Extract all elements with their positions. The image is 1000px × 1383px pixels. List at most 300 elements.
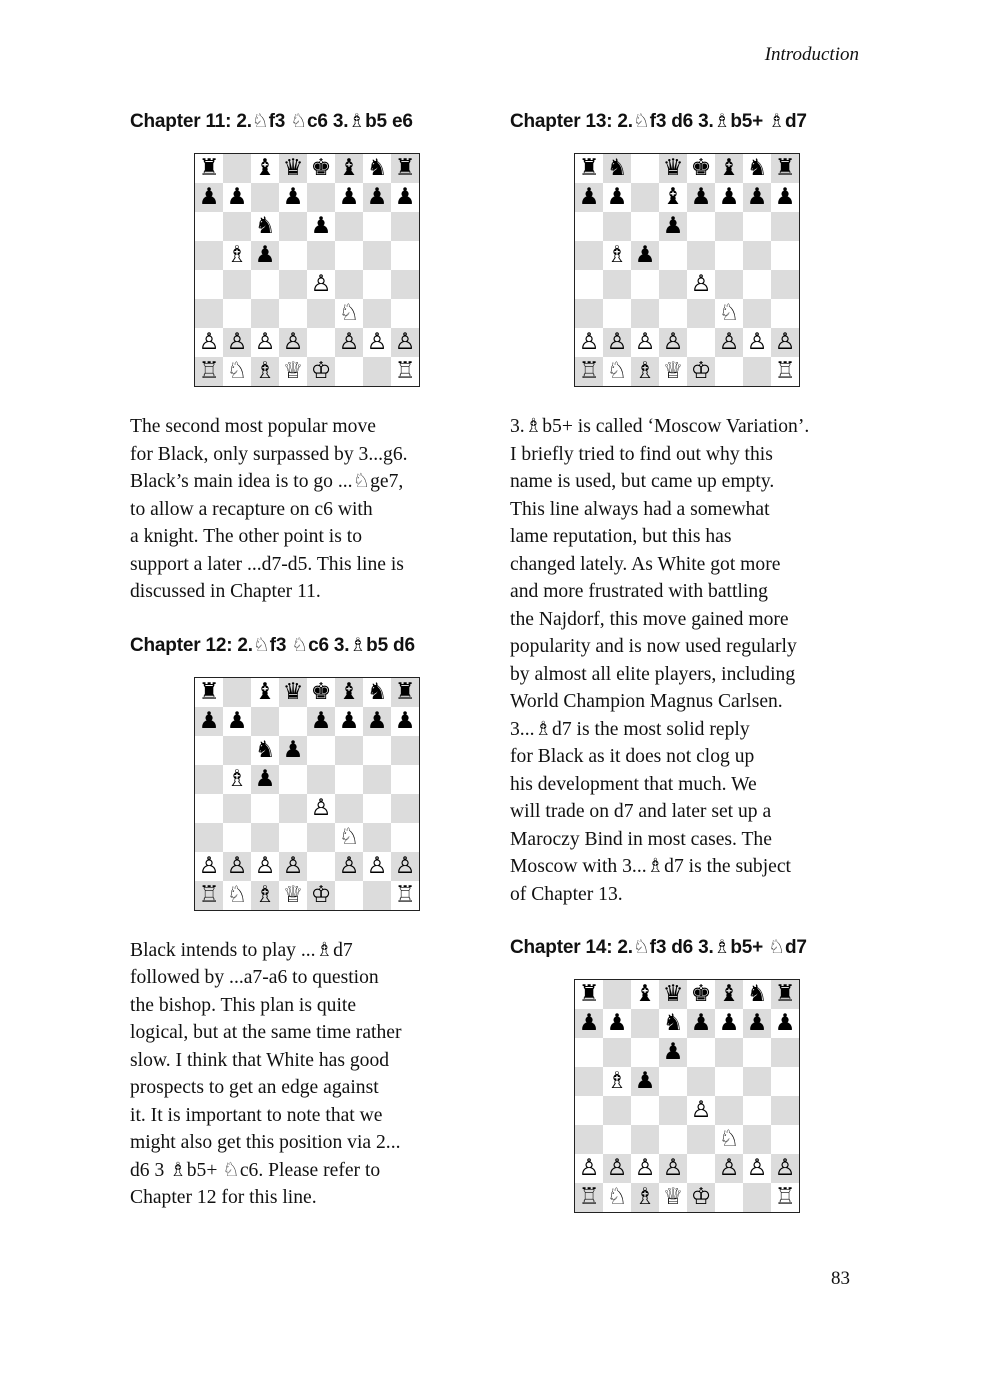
white-pawn-icon: ♙ [718,1155,740,1181]
white-rook-icon: ♖ [394,358,416,384]
white-bishop-icon: ♗ [226,242,248,268]
white-queen-icon: ♕ [662,358,684,384]
square-f5 [715,1067,743,1096]
square-f2 [335,852,363,881]
black-pawn-icon: ♟ [746,1010,768,1036]
black-pawn-icon: ♟ [774,184,796,210]
black-king-icon: ♚ [310,155,332,181]
square-g5 [363,765,391,794]
right-column [510,110,872,1213]
square-c8 [631,154,659,183]
black-king-icon: ♚ [690,155,712,181]
white-pawn-icon: ♙ [394,329,416,355]
white-rook-icon: ♖ [774,1184,796,1210]
square-g8 [363,678,391,707]
square-h1 [771,357,799,386]
square-c2 [631,1154,659,1183]
chapter-14-heading: Chapter 14: 2.♘f3 d6 3.♗b5+ ♘d7 [510,937,807,958]
chessboard-chapter-12 [194,677,420,911]
black-pawn-icon: ♟ [226,707,248,734]
square-f7 [335,707,363,736]
square-b1 [223,357,251,386]
black-king-icon: ♚ [310,678,332,705]
white-queen-icon: ♕ [282,881,304,908]
square-h8 [391,678,419,707]
white-knight-icon: ♘ [606,358,628,384]
square-g1 [743,1183,771,1212]
square-b6 [603,1038,631,1067]
square-a2 [575,1154,603,1183]
square-e8 [687,154,715,183]
square-b4 [223,270,251,299]
square-a1 [195,881,223,910]
square-c6 [631,212,659,241]
square-d6 [279,736,307,765]
chessboard-chapter-13 [574,153,800,387]
square-c5 [251,765,279,794]
black-pawn-icon: ♟ [606,1010,628,1036]
black-pawn-icon: ♟ [662,213,684,239]
square-c3 [251,299,279,328]
square-h8 [771,980,799,1009]
square-d4 [659,270,687,299]
white-pawn-icon: ♙ [774,329,796,355]
black-knight-icon: ♞ [254,213,276,239]
square-g7 [743,183,771,212]
square-a5 [195,241,223,270]
square-b7 [223,183,251,212]
square-h3 [391,823,419,852]
white-pawn-icon: ♙ [394,852,416,879]
page-number: 83 [831,1268,850,1289]
square-c6 [631,1038,659,1067]
square-g3 [363,823,391,852]
square-c8 [251,678,279,707]
square-c3 [251,823,279,852]
square-g7 [363,183,391,212]
black-pawn-icon: ♟ [718,184,740,210]
square-b2 [603,1154,631,1183]
square-f2 [335,328,363,357]
square-h8 [391,154,419,183]
white-pawn-icon: ♙ [690,1097,712,1123]
square-e6 [307,212,335,241]
square-c7 [631,1009,659,1038]
square-f8 [335,678,363,707]
white-pawn-icon: ♙ [198,329,220,355]
black-rook-icon: ♜ [578,981,600,1007]
black-pawn-icon: ♟ [282,736,304,763]
square-e4 [687,270,715,299]
black-pawn-icon: ♟ [198,707,220,734]
square-f1 [335,357,363,386]
black-pawn-icon: ♟ [394,707,416,734]
square-a4 [195,794,223,823]
square-d4 [279,794,307,823]
square-h4 [771,270,799,299]
square-g5 [743,241,771,270]
black-knight-icon: ♞ [366,678,388,705]
square-d5 [279,765,307,794]
black-pawn-icon: ♟ [366,707,388,734]
square-d2 [659,328,687,357]
white-bishop-icon: ♗ [634,1184,656,1210]
square-g4 [363,794,391,823]
square-c1 [251,357,279,386]
square-f3 [715,1125,743,1154]
square-h5 [771,1067,799,1096]
square-b5 [603,1067,631,1096]
square-f6 [715,1038,743,1067]
square-f3 [335,299,363,328]
square-f7 [715,1009,743,1038]
square-a4 [575,270,603,299]
square-e7 [307,707,335,736]
square-b6 [223,736,251,765]
square-c6 [251,736,279,765]
square-b3 [223,823,251,852]
white-pawn-icon: ♙ [606,1155,628,1181]
white-pawn-icon: ♙ [282,329,304,355]
square-h6 [391,212,419,241]
white-pawn-icon: ♙ [338,329,360,355]
square-a7 [195,183,223,212]
square-d8 [659,980,687,1009]
square-d8 [279,154,307,183]
black-rook-icon: ♜ [198,155,220,181]
black-rook-icon: ♜ [774,155,796,181]
square-c6 [251,212,279,241]
square-c4 [251,270,279,299]
square-d8 [279,678,307,707]
square-d5 [659,1067,687,1096]
black-pawn-icon: ♟ [226,184,248,210]
square-h6 [771,212,799,241]
white-pawn-icon: ♙ [310,794,332,821]
white-king-icon: ♔ [690,358,712,384]
white-pawn-icon: ♙ [282,852,304,879]
square-h1 [771,1183,799,1212]
square-b5 [223,765,251,794]
square-b2 [223,328,251,357]
square-d5 [659,241,687,270]
square-b6 [603,212,631,241]
square-a1 [575,357,603,386]
square-d7 [279,183,307,212]
square-a3 [195,299,223,328]
square-g6 [363,736,391,765]
square-h4 [391,270,419,299]
square-a1 [195,357,223,386]
square-f4 [715,270,743,299]
white-pawn-icon: ♙ [198,852,220,879]
square-b8 [223,154,251,183]
white-knight-icon: ♘ [338,823,360,850]
white-knight-icon: ♘ [226,358,248,384]
square-b1 [603,357,631,386]
square-a4 [575,1096,603,1125]
black-pawn-icon: ♟ [310,707,332,734]
square-d7 [279,707,307,736]
black-pawn-icon: ♟ [774,1010,796,1036]
square-e8 [307,678,335,707]
black-queen-icon: ♛ [282,155,304,181]
square-a2 [195,852,223,881]
square-h6 [391,736,419,765]
white-knight-icon: ♘ [718,300,740,326]
white-king-icon: ♔ [310,881,332,908]
square-e8 [307,154,335,183]
square-f5 [335,765,363,794]
square-g2 [363,328,391,357]
square-c2 [251,328,279,357]
square-f1 [335,881,363,910]
black-king-icon: ♚ [690,981,712,1007]
black-pawn-icon: ♟ [254,765,276,792]
square-h7 [391,183,419,212]
square-e1 [687,1183,715,1212]
white-rook-icon: ♖ [578,1184,600,1210]
chapter-11-text: The second most popular move for Black, only surpassed by 3...g6. Black’s main idea is to go ...♘ge7, to allow a recapture on c6 with a knight. The other point is to support a later ...d7-d5. This line is discussed in Chapter 11. [130,416,408,602]
square-b6 [223,212,251,241]
black-bishop-icon: ♝ [254,678,276,705]
white-pawn-icon: ♙ [578,1155,600,1181]
black-rook-icon: ♜ [394,155,416,181]
square-e5 [687,241,715,270]
square-f4 [335,270,363,299]
square-b8 [223,678,251,707]
square-a6 [195,212,223,241]
chapter-13-heading: Chapter 13: 2.♘f3 d6 3.♗b5+ ♗d7 [510,111,807,132]
white-pawn-icon: ♙ [774,1155,796,1181]
square-g2 [363,852,391,881]
square-g6 [743,212,771,241]
black-pawn-icon: ♟ [718,1010,740,1036]
white-king-icon: ♔ [310,358,332,384]
square-g4 [743,270,771,299]
black-bishop-icon: ♝ [338,155,360,181]
square-h3 [771,1125,799,1154]
white-pawn-icon: ♙ [662,1155,684,1181]
white-knight-icon: ♘ [338,300,360,326]
black-knight-icon: ♞ [746,155,768,181]
square-h2 [771,328,799,357]
black-pawn-icon: ♟ [690,1010,712,1036]
square-d5 [279,241,307,270]
square-a6 [575,1038,603,1067]
white-pawn-icon: ♙ [578,329,600,355]
square-a5 [575,241,603,270]
square-h1 [391,881,419,910]
square-b8 [603,980,631,1009]
white-pawn-icon: ♙ [366,852,388,879]
square-e7 [687,1009,715,1038]
square-e7 [307,183,335,212]
white-pawn-icon: ♙ [746,329,768,355]
white-queen-icon: ♕ [282,358,304,384]
chapter-12-heading: Chapter 12: 2.♘f3 ♘c6 3.♗b5 d6 [130,634,415,656]
square-a7 [575,183,603,212]
square-h2 [391,328,419,357]
white-rook-icon: ♖ [578,358,600,384]
square-h2 [771,1154,799,1183]
square-g5 [743,1067,771,1096]
square-c1 [631,357,659,386]
square-e3 [687,1125,715,1154]
square-e4 [687,1096,715,1125]
square-b4 [603,1096,631,1125]
black-pawn-icon: ♟ [662,1039,684,1065]
square-g6 [363,212,391,241]
square-c1 [631,1183,659,1212]
square-c4 [631,1096,659,1125]
square-a6 [195,736,223,765]
square-f3 [715,299,743,328]
square-a3 [195,823,223,852]
white-pawn-icon: ♙ [366,329,388,355]
black-pawn-icon: ♟ [338,707,360,734]
square-a2 [575,328,603,357]
square-c8 [251,154,279,183]
square-c5 [251,241,279,270]
square-f6 [335,212,363,241]
square-d4 [279,270,307,299]
square-c7 [251,183,279,212]
white-bishop-icon: ♗ [606,1068,628,1094]
square-g1 [363,357,391,386]
square-e2 [687,1154,715,1183]
square-d3 [659,1125,687,1154]
black-pawn-icon: ♟ [578,1010,600,1036]
square-h4 [391,794,419,823]
square-f1 [715,1183,743,1212]
square-d1 [659,1183,687,1212]
square-g4 [743,1096,771,1125]
black-pawn-icon: ♟ [366,184,388,210]
square-d4 [659,1096,687,1125]
black-rook-icon: ♜ [774,981,796,1007]
square-b7 [223,707,251,736]
square-h2 [391,852,419,881]
square-e2 [307,852,335,881]
chessboard-chapter-14 [574,979,800,1213]
square-e6 [687,1038,715,1067]
white-rook-icon: ♖ [198,358,220,384]
square-d1 [279,357,307,386]
square-a6 [575,212,603,241]
square-g1 [743,357,771,386]
square-c5 [631,1067,659,1096]
black-bishop-icon: ♝ [254,155,276,181]
square-e1 [307,881,335,910]
black-queen-icon: ♛ [282,678,304,705]
square-g4 [363,270,391,299]
square-a8 [195,154,223,183]
chapter-11-heading: Chapter 11: 2.♘f3 ♘c6 3.♗b5 e6 [130,111,413,132]
square-a5 [195,765,223,794]
left-column [130,110,475,1212]
square-a5 [575,1067,603,1096]
square-f3 [335,823,363,852]
square-f4 [715,1096,743,1125]
square-h5 [771,241,799,270]
square-g8 [363,154,391,183]
black-knight-icon: ♞ [662,1010,684,1036]
white-knight-icon: ♘ [226,881,248,908]
square-h3 [391,299,419,328]
black-bishop-icon: ♝ [338,678,360,705]
square-a8 [575,980,603,1009]
white-rook-icon: ♖ [394,881,416,908]
square-b7 [603,1009,631,1038]
square-d2 [279,328,307,357]
square-b5 [603,241,631,270]
black-bishop-icon: ♝ [718,155,740,181]
black-queen-icon: ♛ [662,981,684,1007]
square-d3 [279,299,307,328]
square-f6 [335,736,363,765]
square-a8 [575,154,603,183]
square-a7 [195,707,223,736]
square-f6 [715,212,743,241]
square-f8 [715,154,743,183]
square-d6 [659,1038,687,1067]
square-f5 [335,241,363,270]
square-b8 [603,154,631,183]
square-d8 [659,154,687,183]
black-knight-icon: ♞ [606,155,628,181]
square-g7 [743,1009,771,1038]
white-knight-icon: ♘ [718,1126,740,1152]
black-pawn-icon: ♟ [634,1068,656,1094]
black-pawn-icon: ♟ [310,213,332,239]
white-pawn-icon: ♙ [746,1155,768,1181]
black-pawn-icon: ♟ [690,184,712,210]
square-b4 [603,270,631,299]
chessboard-chapter-11 [194,153,420,387]
chapter-12-text: Black intends to play ...♗d7 followed by ...a7-a6 to question the bishop. This plan is quite logical, but at the same time rather slow. I think that White has good prospects to get an edge against it. It is important to note that we might also get this position via 2... d6 3 ♗b5+ ♘c6. Please refer to Chapter 12 for this line. [130,939,402,1208]
square-d3 [279,823,307,852]
square-b3 [603,1125,631,1154]
square-h7 [391,707,419,736]
black-pawn-icon: ♟ [282,184,304,210]
square-d7 [659,183,687,212]
square-b4 [223,794,251,823]
square-h5 [391,765,419,794]
black-rook-icon: ♜ [198,678,220,705]
square-h7 [771,183,799,212]
square-g8 [743,154,771,183]
square-a4 [195,270,223,299]
square-c5 [631,241,659,270]
black-pawn-icon: ♟ [746,184,768,210]
square-b1 [603,1183,631,1212]
square-e1 [307,357,335,386]
square-d2 [279,852,307,881]
square-g7 [363,707,391,736]
square-f2 [715,1154,743,1183]
square-c2 [631,328,659,357]
black-pawn-icon: ♟ [254,242,276,268]
square-d1 [279,881,307,910]
white-pawn-icon: ♙ [634,1155,656,1181]
square-g2 [743,328,771,357]
white-pawn-icon: ♙ [718,329,740,355]
square-e6 [687,212,715,241]
black-pawn-icon: ♟ [338,184,360,210]
square-g3 [363,299,391,328]
square-h3 [771,299,799,328]
